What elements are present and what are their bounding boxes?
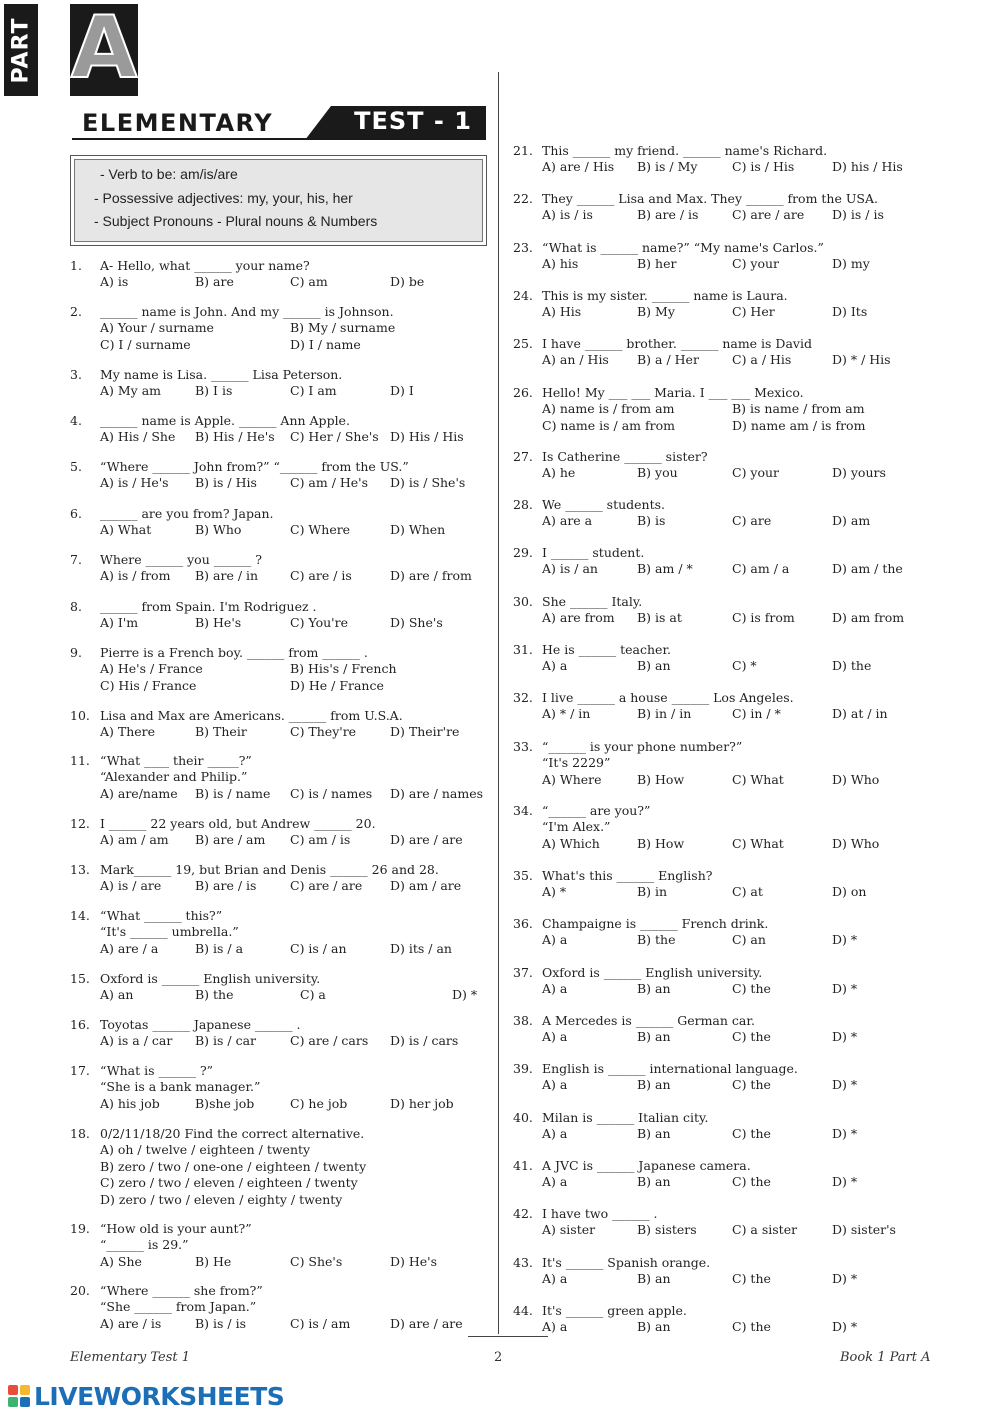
footer-left: Elementary Test 1 [70,1350,191,1365]
question-text: “It's 2229” [542,755,611,771]
question-number: 36. [513,916,533,931]
answer-option[interactable]: B) you [637,465,678,481]
question-text: I have two ______ . [542,1206,658,1221]
answer-option[interactable]: A) His / She [100,429,176,445]
answer-option[interactable]: B) an [637,1174,671,1190]
answer-option[interactable]: B) her [637,256,677,272]
answer-option[interactable]: B) My / surname [290,320,396,336]
column-divider [498,72,499,1334]
part-label: PART [8,16,34,84]
question-text: Milan is ______ Italian city. [542,1110,709,1125]
question-number: 22. [513,191,533,206]
answer-option[interactable]: C) the [732,981,771,997]
question-number: 35. [513,868,533,883]
answer-option[interactable]: D) am / are [390,878,462,894]
answer-option[interactable]: D) * [832,932,858,948]
answer-option[interactable]: D) She's [390,615,443,631]
answer-option[interactable]: C) is / His [732,159,795,175]
question-text: “What ______ this?” [100,908,223,923]
question-number: 3. [70,367,82,382]
question-number: 29. [513,545,533,560]
question-number: 41. [513,1158,533,1173]
question-text: “How old is your aunt?” [100,1221,252,1236]
question-text: Lisa and Max are Americans. ______ from U.S.A. [100,708,403,723]
answer-option[interactable]: A) What [100,522,152,538]
question-text: This is my sister. ______ name is Laura. [542,288,788,303]
answer-option[interactable]: C) name is / am from [542,417,675,433]
answer-option[interactable]: C) am [290,274,328,290]
answer-option[interactable]: A) is [100,274,129,290]
answer-option[interactable]: D) * [832,1077,858,1093]
bottom-rule [468,1336,548,1337]
question-number: 8. [70,599,82,614]
answer-option[interactable]: D) on [832,884,867,900]
answer-option[interactable]: C) are / are [732,207,805,223]
answer-option[interactable]: C) She's [290,1253,343,1269]
answer-option[interactable]: B) the [637,932,676,948]
answer-option[interactable]: D) I [390,383,414,399]
question-number: 43. [513,1255,533,1270]
question-text: “I'm Alex.” [542,819,611,835]
answer-option[interactable]: A) are/name [100,785,178,801]
answer-option[interactable]: C) he job [290,1095,348,1111]
answer-option[interactable]: D) his / His [832,159,903,175]
answer-option[interactable]: C) are / are [290,878,363,894]
question-number: 16. [70,1017,90,1032]
answer-option[interactable]: B) is [637,513,666,529]
answer-option[interactable]: B) is at [637,610,682,626]
answer-option[interactable]: D) am [832,513,871,529]
answer-option[interactable]: C) your [732,256,780,272]
answer-option[interactable]: C) His / France [100,677,197,693]
answer-option[interactable]: C) the [732,1319,771,1335]
question-text: “______ is your phone number?” [542,739,743,754]
answer-option[interactable]: C) Her / She's [290,429,379,445]
question-number: 23. [513,240,533,255]
topic-line: - Possessive adjectives: my, your, his, her [94,190,353,206]
answer-option[interactable]: B) He's [195,615,242,631]
answer-option[interactable]: D) be [390,274,425,290]
answer-option[interactable]: D) * [832,1126,858,1142]
answer-option[interactable]: B) are / in [195,568,259,584]
question-text: “Where ______ John from?” “______ from the US.” [100,459,409,474]
answer-option[interactable]: B) He [195,1253,232,1269]
answer-option[interactable]: B) are / is [637,207,699,223]
answer-option[interactable]: C) What [732,835,784,851]
answer-option[interactable]: C) I am [290,383,337,399]
question-text: A JVC is ______ Japanese camera. [542,1158,751,1173]
answer-option[interactable]: D) His / His [390,429,464,445]
answer-option[interactable]: D) * [832,981,858,997]
answer-option[interactable]: B) is / a [195,940,244,956]
answer-option[interactable]: B) an [637,658,671,674]
liveworksheets-wordmark: LIVEWORKSHEETS [34,1382,285,1411]
question-text: “Where ______ she from?” [100,1283,263,1298]
part-letter: A [70,0,138,98]
question-text: “______ are you?” [542,803,651,818]
question-number: 2. [70,304,82,319]
question-number: 11. [70,753,90,768]
answer-option[interactable]: C) You're [290,615,348,631]
answer-option[interactable]: A) is / from [100,568,171,584]
answer-option[interactable]: A) his job [100,1095,160,1111]
answer-option[interactable]: B) is / car [195,1033,257,1049]
answer-option[interactable]: B) is / My [637,159,698,175]
question-number: 7. [70,552,82,567]
question-number: 27. [513,449,533,464]
answer-option[interactable]: D) are / from [390,568,472,584]
answer-option[interactable]: C) is / names [290,785,373,801]
answer-option[interactable]: A) a [542,1126,568,1142]
answer-option[interactable]: A) His [542,304,582,320]
answer-option[interactable]: C) Her [732,304,775,320]
answer-option[interactable]: D) yours [832,465,886,481]
question-number: 25. [513,336,533,351]
answer-option[interactable]: B) zero / two / one-one / eighteen / twenty [100,1158,367,1174]
question-text: Oxford is ______ English university. [542,965,763,980]
answer-option[interactable]: C) Where [290,522,351,538]
answer-option[interactable]: A) a [542,981,568,997]
liveworksheets-logo[interactable] [8,1382,284,1411]
answer-option[interactable]: A) * / in [542,706,591,722]
question-text: “Alexander and Philip.” [100,769,248,785]
answer-option[interactable]: A) a [542,1319,568,1335]
answer-option[interactable]: B) the [195,987,234,1003]
answer-option[interactable]: B)she job [195,1095,255,1111]
answer-option[interactable]: A) are / is [100,1315,162,1331]
question-number: 28. [513,497,533,512]
answer-option[interactable]: C) is / am [290,1315,351,1331]
answer-option[interactable]: A) is a / car [100,1033,173,1049]
question-text: A- Hello, what ______ your name? [100,258,310,273]
answer-option[interactable]: C) is from [732,610,795,626]
answer-option[interactable]: C) I / surname [100,336,191,352]
answer-option[interactable]: D) zero / two / eleven / eighty / twenty [100,1191,343,1207]
answer-option[interactable]: C) am / a [732,561,790,577]
answer-option[interactable]: B) an [637,1319,671,1335]
answer-option[interactable]: C) an [732,932,766,948]
answer-option[interactable]: A) an [100,987,134,1003]
question-text: English is ______ international language. [542,1061,798,1076]
answer-option[interactable]: A) Where [542,771,602,787]
answer-option[interactable]: B) is / name [195,785,271,801]
answer-option[interactable]: B) an [637,1029,671,1045]
answer-option[interactable]: B) I is [195,383,233,399]
answer-option[interactable]: C) the [732,1077,771,1093]
answer-option[interactable]: C) They're [290,724,357,740]
question-text: “What is ______ name?” “My name's Carlos.” [542,240,824,255]
answer-option[interactable]: C) a sister [732,1222,798,1238]
answer-option[interactable]: D) is / is [832,207,884,223]
answer-option[interactable]: B) is / is [195,1315,247,1331]
answer-option[interactable]: A) Your / surname [100,320,214,336]
question-number: 24. [513,288,533,303]
answer-option[interactable]: D) are / are [390,1315,463,1331]
answer-option[interactable]: A) Which [542,835,600,851]
topic-line: - Verb to be: am/is/are [100,166,238,182]
answer-option[interactable]: A) is / an [542,561,598,577]
answer-option[interactable]: A) a [542,1077,568,1093]
answer-option[interactable]: D) are / names [390,785,484,801]
answer-option[interactable]: B) sisters [637,1222,697,1238]
answer-option[interactable]: B) Their [195,724,247,740]
question-text: “She ______ from Japan.” [100,1299,257,1315]
answer-option[interactable]: D) is / cars [390,1033,459,1049]
question-number: 4. [70,413,82,428]
answer-option[interactable]: D) * [832,1271,858,1287]
answer-option[interactable]: A) a [542,1174,568,1190]
question-number: 34. [513,803,533,818]
answer-option[interactable]: B) His / He's [195,429,275,445]
question-number: 33. [513,739,533,754]
answer-option[interactable]: A) are from [542,610,615,626]
answer-option[interactable]: A) a [542,1271,568,1287]
answer-option[interactable]: D) When [390,522,446,538]
answer-option[interactable]: A) are / His [542,159,615,175]
answer-option[interactable]: A) is / He's [100,475,169,491]
question-number: 37. [513,965,533,980]
question-number: 14. [70,908,90,923]
question-number: 1. [70,258,82,273]
answer-option[interactable]: A) There [100,724,156,740]
answer-option[interactable]: B) an [637,981,671,997]
question-number: 42. [513,1206,533,1221]
answer-option[interactable]: B) am / * [637,561,693,577]
question-text: Toyotas ______ Japanese ______ . [100,1017,301,1032]
question-number: 30. [513,594,533,609]
answer-option[interactable]: D) * [832,1174,858,1190]
answer-option[interactable]: B) are [195,274,234,290]
answer-option[interactable]: A) am / am [100,832,169,848]
answer-option[interactable]: B) an [637,1126,671,1142]
question-text: “She is a bank manager.” [100,1079,261,1095]
answer-option[interactable]: C) What [732,771,784,787]
question-number: 44. [513,1303,533,1318]
answer-option[interactable]: B) My [637,304,675,320]
question-text: It's ______ green apple. [542,1303,687,1318]
answer-option[interactable]: B) How [637,771,685,787]
answer-option[interactable]: D) He / France [290,677,384,693]
answer-option[interactable]: B) an [637,1077,671,1093]
question-number: 13. [70,862,90,877]
question-text: Is Catherine ______ sister? [542,449,708,464]
question-text: We ______ students. [542,497,666,512]
question-text: “It's ______ umbrella.” [100,924,239,940]
question-text: I live ______ a house ______ Los Angeles. [542,690,794,705]
question-number: 9. [70,645,82,660]
question-number: 31. [513,642,533,657]
answer-option[interactable]: D) He's [390,1253,438,1269]
question-text: “What is ______ ?” [100,1063,214,1078]
answer-option[interactable]: C) are / cars [290,1033,369,1049]
answer-option[interactable]: D) name am / is from [732,417,866,433]
question-text: They ______ Lisa and Max. They ______ from the USA. [542,191,878,206]
answer-option[interactable]: B) are / is [195,878,257,894]
question-number: 15. [70,971,90,986]
answer-option[interactable]: B) are / am [195,832,266,848]
liveworksheets-icon [8,1385,32,1409]
question-text: It's ______ Spanish orange. [542,1255,711,1270]
answer-option[interactable]: D) my [832,256,870,272]
answer-option[interactable]: C) * [732,658,757,674]
question-number: 17. [70,1063,90,1078]
answer-option[interactable]: B) His's / French [290,661,397,677]
answer-option[interactable]: A) are / a [100,940,159,956]
answer-option[interactable]: A) oh / twelve / eighteen / twenty [100,1142,311,1158]
question-text: This ______ my friend. ______ name's Richard. [542,143,828,158]
answer-option[interactable]: B) is / His [195,475,257,491]
question-number: 5. [70,459,82,474]
answer-option[interactable]: D) am from [832,610,905,626]
answer-option[interactable]: C) a [300,987,326,1003]
question-text: He is ______ teacher. [542,642,672,657]
answer-option[interactable]: D) sister's [832,1222,896,1238]
question-text: Champaigne is ______ French drink. [542,916,769,931]
answer-option[interactable]: D) * [832,1029,858,1045]
question-number: 6. [70,506,82,521]
answer-option[interactable]: B) Who [195,522,242,538]
question-text: Pierre is a French boy. ______ from ______ . [100,645,368,660]
question-text: ______ name is John. And my ______ is Johnson. [100,304,394,319]
question-text: I ______ student. [542,545,645,560]
answer-option[interactable]: C) the [732,1029,771,1045]
answer-option[interactable]: C) at [732,884,763,900]
answer-option[interactable]: B) is name / from am [732,401,865,417]
answer-option[interactable]: D) * [452,987,478,1003]
answer-option[interactable]: A) an / His [542,352,609,368]
answer-option[interactable]: A) She [100,1253,142,1269]
question-text: She ______ Italy. [542,594,643,609]
answer-option[interactable]: C) am / He's [290,475,369,491]
answer-option[interactable]: C) in / * [732,706,781,722]
question-number: 26. [513,385,533,400]
answer-option[interactable]: C) am / is [290,832,351,848]
answer-option[interactable]: A) his [542,256,579,272]
answer-option[interactable]: A) * [542,884,567,900]
topic-line: - Subject Pronouns - Plural nouns & Numbers [94,213,378,229]
question-text: My name is Lisa. ______ Lisa Peterson. [100,367,343,382]
answer-option[interactable]: D) * [832,1319,858,1335]
question-text: What's this ______ English? [542,868,713,883]
answer-option[interactable]: A) a [542,1029,568,1045]
answer-option[interactable]: A) a [542,658,568,674]
answer-option[interactable]: A) is / is [542,207,593,223]
answer-option[interactable]: D) is / She's [390,475,466,491]
answer-option[interactable]: A) My am [100,383,162,399]
answer-option[interactable]: A) are a [542,513,593,529]
answer-option[interactable]: C) your [732,465,780,481]
question-text: ______ from Spain. I'm Rodriguez . [100,599,317,614]
question-number: 39. [513,1061,533,1076]
answer-option[interactable]: C) the [732,1174,771,1190]
answer-option[interactable]: B) in [637,884,668,900]
page-number: 2 [494,1350,503,1365]
answer-option[interactable]: A) he [542,465,576,481]
answer-option[interactable]: D) Who [832,835,880,851]
level-title: ELEMENTARY [82,109,274,137]
question-text: I have ______ brother. ______ name is David [542,336,812,351]
answer-option[interactable]: C) is / an [290,940,347,956]
answer-option[interactable]: D) * / His [832,352,891,368]
answer-option[interactable]: D) am / the [832,561,903,577]
test-title: TEST - 1 [354,107,472,135]
answer-option[interactable]: C) zero / two / eleven / eighteen / twenty [100,1175,358,1191]
question-number: 21. [513,143,533,158]
answer-option[interactable]: B) a / Her [637,352,699,368]
answer-option[interactable]: A) He's / France [100,661,203,677]
answer-option[interactable]: D) are / are [390,832,463,848]
answer-option[interactable]: A) I'm [100,615,139,631]
answer-option[interactable]: D) Its [832,304,868,320]
answer-option[interactable]: A) name is / from am [542,401,675,417]
question-text: Oxford is ______ English university. [100,971,321,986]
question-number: 10. [70,708,90,723]
answer-option[interactable]: C) the [732,1271,771,1287]
answer-option[interactable]: D) Who [832,771,880,787]
question-number: 19. [70,1221,90,1236]
answer-option[interactable]: D) her job [390,1095,454,1111]
answer-option[interactable]: D) I / name [290,336,361,352]
question-number: 12. [70,816,90,831]
question-number: 20. [70,1283,90,1298]
question-text: “______ is 29.” [100,1237,189,1253]
question-number: 38. [513,1013,533,1028]
answer-option[interactable]: C) are / is [290,568,352,584]
question-text: “What ____ their _____?” [100,753,252,768]
answer-option[interactable]: D) its / an [390,940,452,956]
answer-option[interactable]: D) at / in [832,706,888,722]
answer-option[interactable]: B) in / in [637,706,692,722]
question-text: Mark______ 19, but Brian and Denis ______ 26 and 28. [100,862,439,877]
question-text: ______ are you from? Japan. [100,506,274,521]
footer-right: Book 1 Part A [840,1350,931,1365]
question-number: 18. [70,1126,90,1141]
question-text: ______ name is Apple. ______ Ann Apple. [100,413,350,428]
answer-option[interactable]: B) How [637,835,685,851]
answer-option[interactable]: C) are [732,513,772,529]
question-text: Hello! My ___ ___ Maria. I ___ ___ Mexico. [542,385,804,400]
answer-option[interactable]: A) a [542,932,568,948]
answer-option[interactable]: D) Their're [390,724,460,740]
question-text: 0/2/11/18/20 Find the correct alternative. [100,1126,365,1141]
answer-option[interactable]: A) sister [542,1222,596,1238]
answer-option[interactable]: B) an [637,1271,671,1287]
answer-option[interactable]: A) is / are [100,878,162,894]
answer-option[interactable]: C) a / His [732,352,792,368]
question-text: I ______ 22 years old, but Andrew ______ 20. [100,816,376,831]
question-number: 40. [513,1110,533,1125]
question-text: Where ______ you ______ ? [100,552,262,567]
answer-option[interactable]: C) the [732,1126,771,1142]
question-text: A Mercedes is ______ German car. [542,1013,755,1028]
question-number: 32. [513,690,533,705]
answer-option[interactable]: D) the [832,658,872,674]
